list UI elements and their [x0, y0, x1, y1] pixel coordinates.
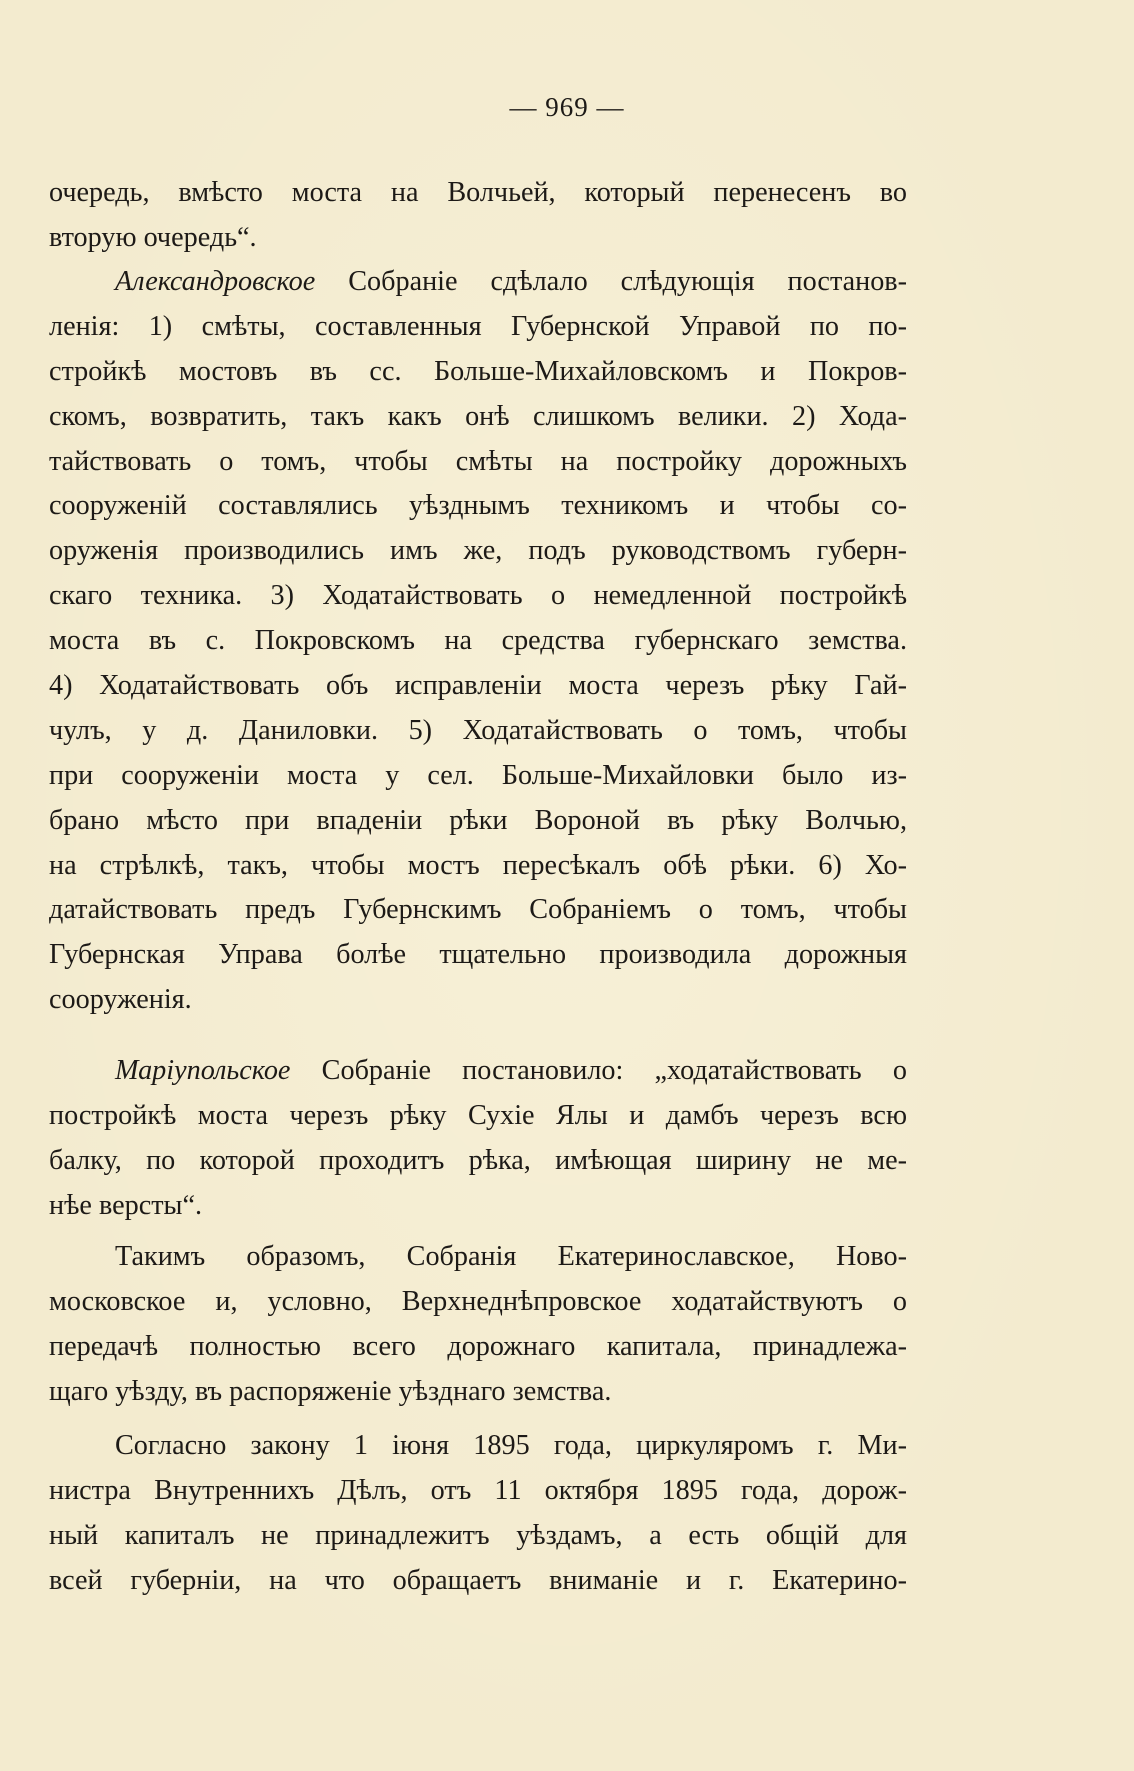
text-line: на стрѣлкѣ, такъ, чтобы мостъ пересѣкалъ обѣ рѣки. 6) Хо-	[49, 849, 907, 881]
text-line: щаго уѣзду, въ распоряженіе уѣзднаго земства.	[49, 1375, 612, 1407]
text-line: всей губерніи, на что обращаетъ вниманіе и г. Екатерино-	[49, 1564, 907, 1596]
text-line-first: Александровское Собраніе сдѣлало слѣдующія постанов-	[115, 266, 907, 297]
paragraph-continuation	[49, 171, 907, 261]
text-line: ный капиталъ не принадлежитъ уѣздамъ, а есть общій для	[49, 1519, 907, 1551]
paragraph-law	[49, 1424, 907, 1604]
text-line: стройкѣ мостовъ въ сс. Больше-Михайловскомъ и Покров-	[49, 355, 907, 387]
text-line: сооруженія.	[49, 984, 192, 1016]
text-line: нистра Внутреннихъ Дѣлъ, отъ 11 октября 1895 года, дорож-	[49, 1474, 907, 1506]
text-line: передачѣ полностью всего дорожнаго капитала, принадлежа-	[49, 1330, 907, 1362]
text-line-first: Маріупольское Собраніе постановило: „ходатайствовать о	[115, 1055, 907, 1086]
text-line: чулъ, у д. Даниловки. 5) Ходатайствовать о томъ, чтобы	[49, 714, 907, 746]
emphasis-alexandrovskoe: Александровское	[115, 266, 316, 297]
text-line: вторую очередь“.	[49, 221, 257, 253]
emphasis-mariupolskoe: Маріупольское	[115, 1055, 291, 1086]
paragraph-summary	[49, 1235, 907, 1415]
text-line: нѣе версты“.	[49, 1189, 203, 1221]
text-line: Согласно закону 1 іюня 1895 года, циркуляромъ г. Ми-	[115, 1430, 907, 1461]
text-line: моста въ с. Покровскомъ на средства губернскаго земства.	[49, 625, 907, 657]
text-line: при сооруженіи моста у сел. Больше-Михайловки было из-	[49, 759, 907, 791]
text-line: 4) Ходатайствовать объ исправленіи моста черезъ рѣку Гай-	[49, 670, 907, 702]
text-line: ленія: 1) смѣты, составленныя Губернской Управой по по-	[49, 310, 907, 342]
text-line: сооруженій составлялись уѣзднымъ техникомъ и чтобы со-	[49, 490, 907, 522]
text-line: очередь, вмѣсто моста на Волчьей, который перенесенъ во	[49, 177, 907, 208]
text-line: Такимъ образомъ, Собранія Екатеринославское, Ново-	[115, 1241, 907, 1272]
text-line: оруженія производились имъ же, подъ руководствомъ губерн-	[49, 535, 907, 567]
paragraph-alexandrovskoe	[49, 260, 907, 1023]
text-line: балку, по которой проходитъ рѣка, имѣющая ширину не ме-	[49, 1144, 907, 1176]
page-number: — 969 —	[509, 92, 625, 122]
text-line: скаго техника. 3) Ходатайствовать о немедленной постройкѣ	[49, 580, 907, 612]
text-line: датайствовать предъ Губернскимъ Собраніемъ о томъ, чтобы	[49, 894, 907, 926]
text-line: московское и, условно, Верхнеднѣпровское ходатайствуютъ о	[49, 1285, 907, 1317]
text-line: скомъ, возвратить, такъ какъ онѣ слишкомъ велики. 2) Хода-	[49, 400, 907, 432]
text-line: постройкѣ моста черезъ рѣку Сухіе Ялы и дамбъ черезъ всю	[49, 1099, 907, 1131]
text-line: Губернская Управа болѣе тщательно производила дорожныя	[49, 939, 907, 971]
text-line: тайствовать о томъ, чтобы смѣты на постройку дорожныхъ	[49, 445, 907, 477]
paragraph-mariupolskoe	[49, 1049, 907, 1229]
text-line: брано мѣсто при впаденіи рѣки Вороной въ рѣку Волчью,	[49, 804, 907, 836]
